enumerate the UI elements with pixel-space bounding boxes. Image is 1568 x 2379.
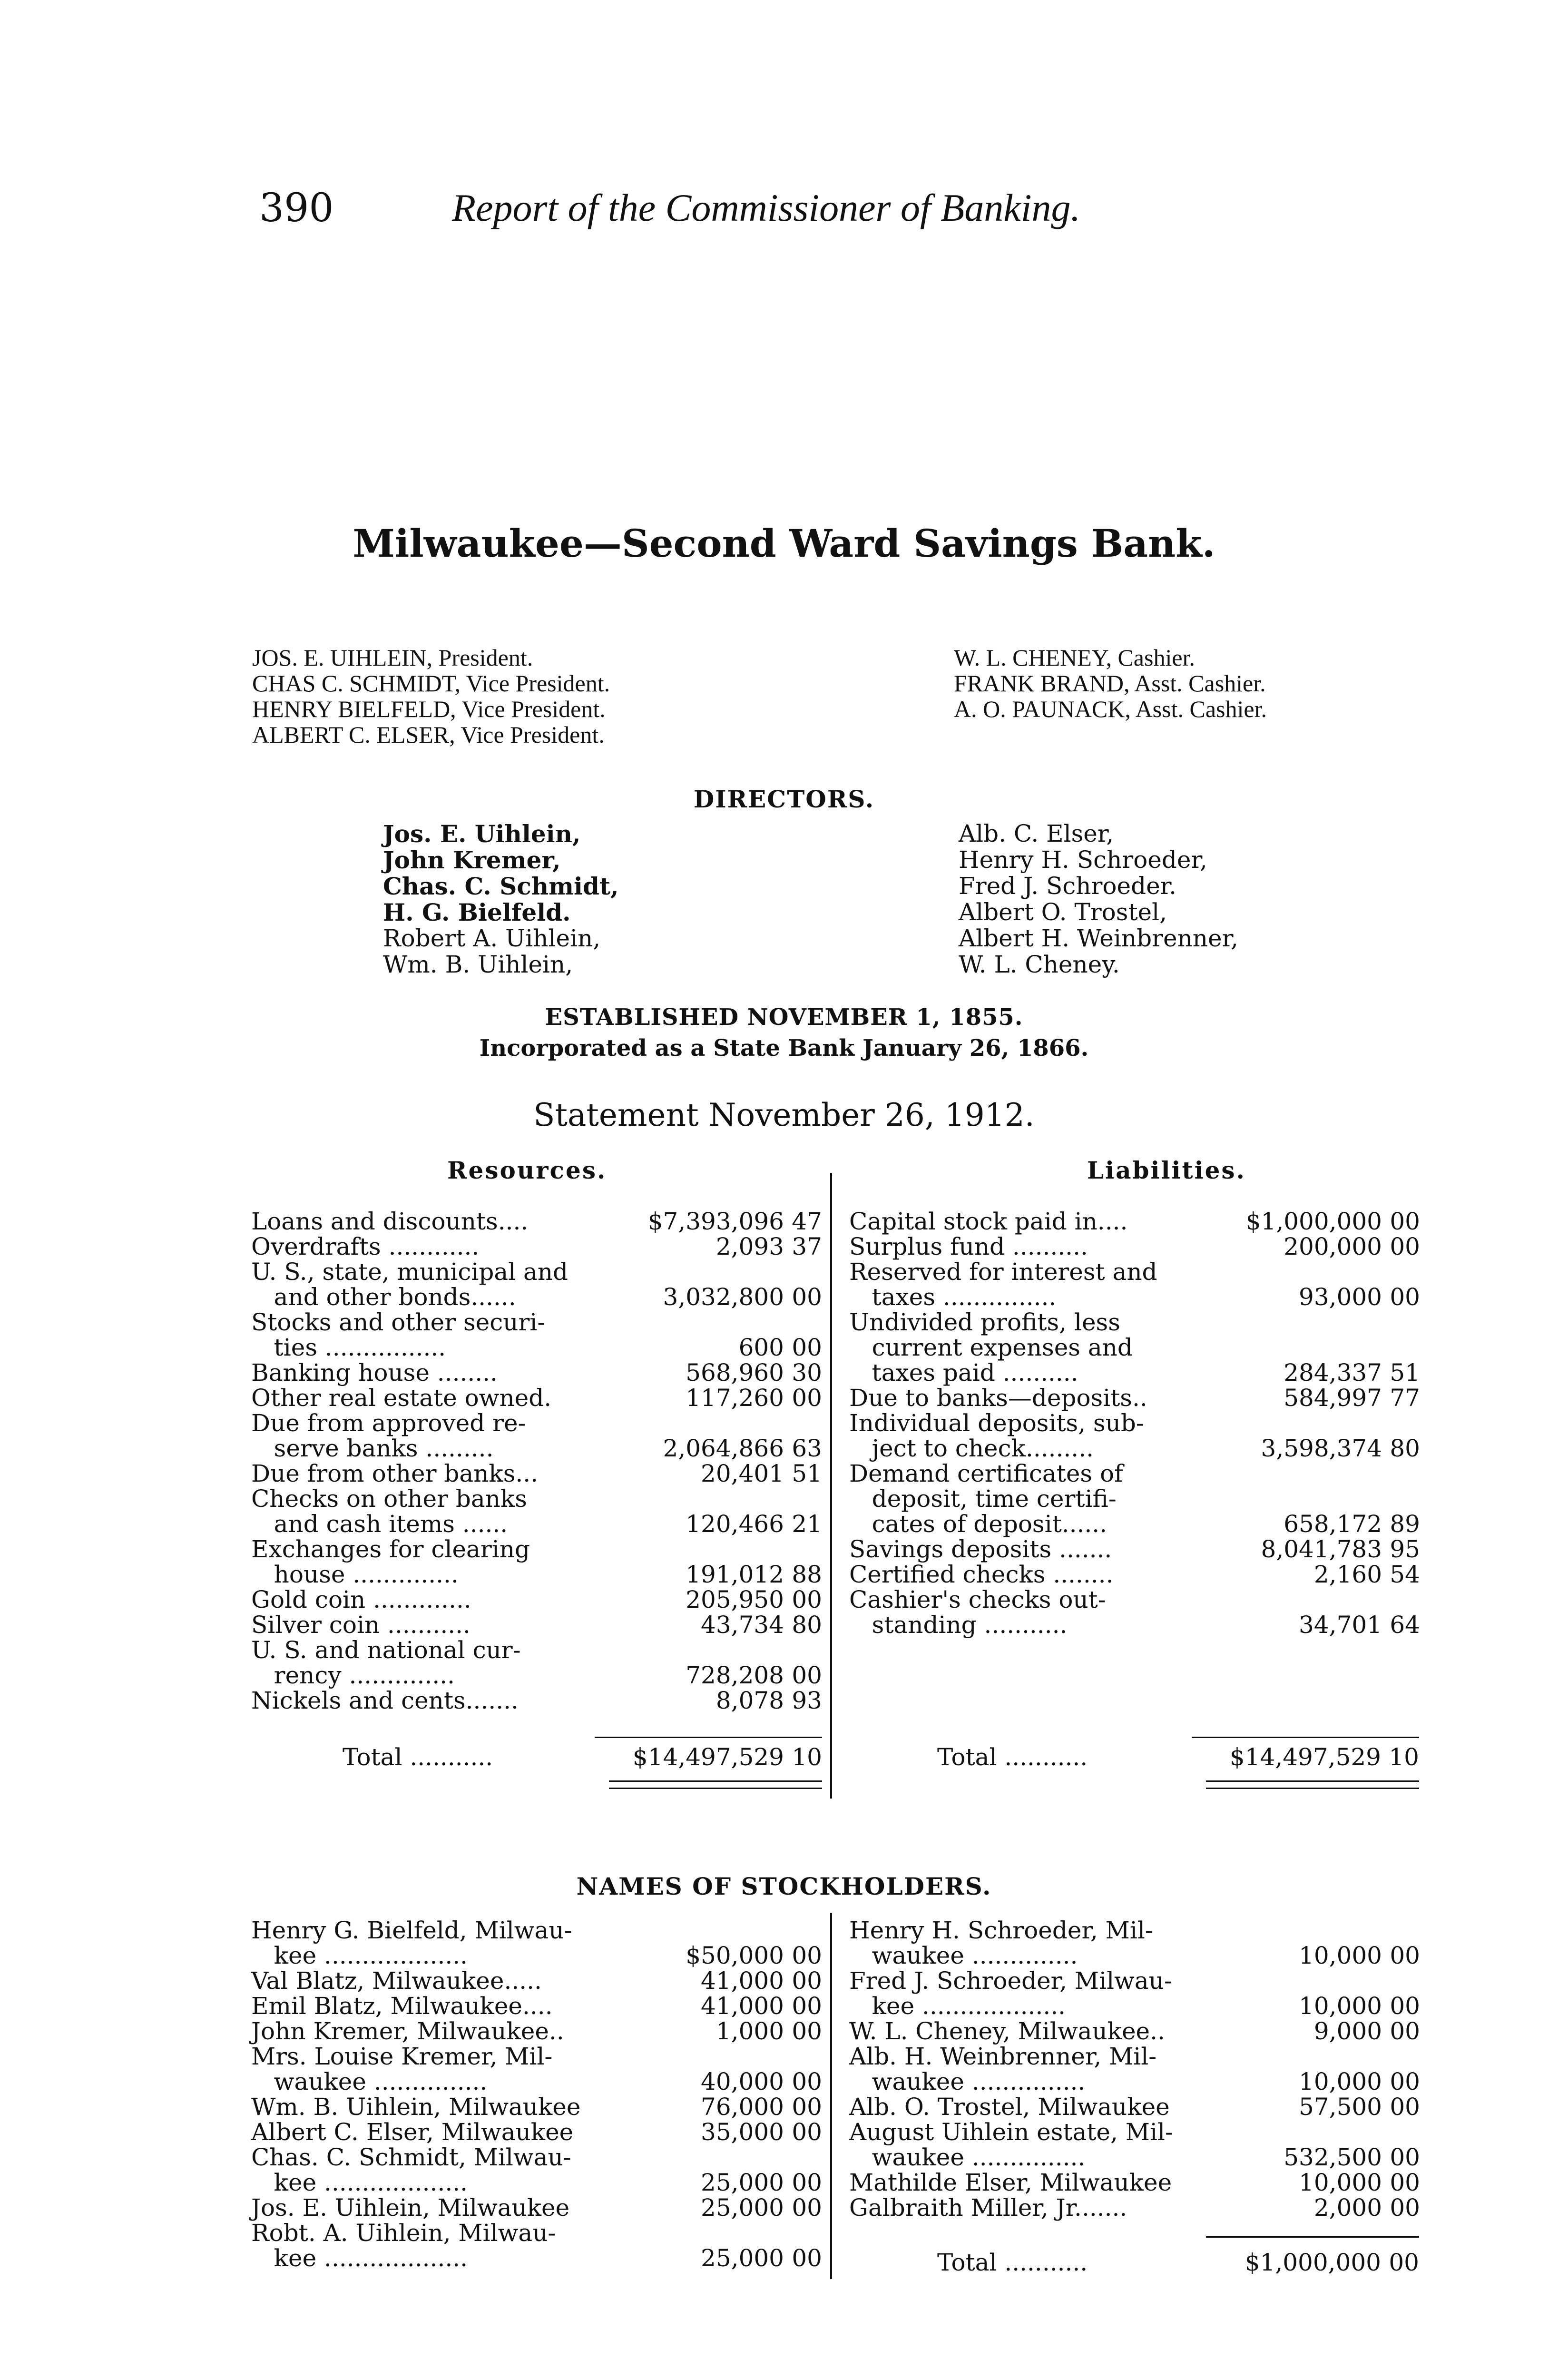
row-label: Certified checks ........ — [849, 1561, 1114, 1588]
row-dollars: 41,000 — [701, 1992, 784, 2020]
row-cents: 00 — [1390, 2143, 1420, 2171]
row-dollars: 25,000 — [701, 2194, 784, 2222]
row-label: Checks on other banks — [251, 1485, 527, 1513]
row-cents: 47 — [792, 1208, 822, 1235]
resource-row — [251, 1562, 822, 1587]
row-dollars: 76,000 — [701, 2093, 784, 2121]
director-name: Wm. B. Uihlein, — [383, 951, 573, 978]
row-dollars: 117,260 — [686, 1384, 784, 1412]
row-label: Mathilde Elser, Milwaukee — [849, 2169, 1172, 2196]
page-number: 390 — [259, 186, 334, 231]
row-cents: 00 — [792, 2093, 822, 2121]
row-label: Nickels and cents....... — [251, 1687, 519, 1714]
row-dollars: 57,500 — [1299, 2093, 1382, 2121]
row-label: Val Blatz, Milwaukee..... — [251, 1967, 542, 1995]
row-label: kee ................... — [251, 2244, 468, 2272]
liability-row — [849, 1309, 1420, 1335]
row-label: ject to check......... — [849, 1435, 1094, 1462]
stockholder-row — [849, 1943, 1420, 1968]
stockholder-row — [251, 2220, 822, 2246]
stockholder-row — [251, 2018, 822, 2044]
row-label: Overdrafts ............ — [251, 1233, 480, 1260]
stockholders-total-rule — [1206, 2236, 1419, 2238]
row-label: Emil Blatz, Milwaukee.... — [251, 1992, 553, 2020]
row-label: Savings deposits ....... — [849, 1535, 1112, 1563]
resource-row — [251, 1385, 822, 1411]
liability-row — [849, 1435, 1420, 1461]
row-cents: 00 — [1390, 2093, 1420, 2121]
liability-row — [849, 1486, 1420, 1512]
resource-row — [251, 1486, 822, 1512]
row-dollars: 2,093 — [715, 1233, 784, 1260]
officer-line: A. O. PAUNACK, Asst. Cashier. — [954, 696, 1267, 722]
row-cents: 00 — [792, 1283, 822, 1311]
liability-row — [849, 1612, 1420, 1638]
total-dollars: $14,497,529 — [1229, 1743, 1381, 1771]
director-name: John Kremer, — [383, 846, 561, 874]
row-dollars: 205,950 — [686, 1586, 784, 1613]
row-cents: 00 — [792, 2017, 822, 2045]
row-cents: 00 — [792, 2244, 822, 2272]
officers-left — [252, 645, 610, 747]
row-label: W. L. Cheney, Milwaukee.. — [849, 2017, 1165, 2045]
liabilities-double-rule — [1206, 1780, 1419, 1789]
row-cents: 89 — [1390, 1510, 1420, 1538]
liability-row — [849, 1284, 1420, 1310]
directors-left — [383, 821, 619, 978]
row-label: Robt. A. Uihlein, Milwau- — [251, 2219, 556, 2247]
liability-row — [849, 1587, 1420, 1612]
officer-line: W. L. CHENEY, Cashier. — [954, 644, 1195, 671]
row-label: U. S. and national cur- — [251, 1636, 521, 1664]
stockholder-row — [849, 2094, 1420, 2120]
row-cents: 51 — [792, 1460, 822, 1487]
row-label: and other bonds...... — [251, 1283, 516, 1311]
row-dollars: 658,172 — [1284, 1510, 1382, 1538]
row-dollars: 2,160 — [1313, 1561, 1382, 1588]
row-cents: 00 — [1390, 1233, 1420, 1260]
liabilities-total-row — [937, 1744, 1419, 1770]
row-cents: 93 — [792, 1687, 822, 1714]
row-cents: 54 — [1390, 1561, 1420, 1588]
resource-row — [251, 1309, 822, 1335]
row-label: Reserved for interest and — [849, 1258, 1157, 1286]
total-cents: 10 — [1389, 1743, 1419, 1771]
stockholder-row — [849, 2069, 1420, 2094]
row-dollars: 200,000 — [1284, 1233, 1382, 1260]
resource-row — [251, 1637, 822, 1663]
row-cents: 00 — [792, 1942, 822, 1969]
row-label: Individual deposits, sub- — [849, 1409, 1144, 1437]
liability-row — [849, 1335, 1420, 1360]
liability-row — [849, 1410, 1420, 1436]
resource-row — [251, 1284, 822, 1310]
row-dollars: 34,701 — [1299, 1611, 1382, 1639]
row-cents: 95 — [1390, 1535, 1420, 1563]
officer-line: HENRY BIELFELD, Vice President. — [252, 696, 606, 722]
row-dollars: 40,000 — [701, 2068, 784, 2095]
resources-total-rule — [595, 1737, 822, 1738]
row-label: waukee ............... — [251, 2068, 488, 2095]
row-label: Due to banks—deposits.. — [849, 1384, 1147, 1412]
stockholder-row — [251, 1968, 822, 1994]
established-line: ESTABLISHED NOVEMBER 1, 1855. — [545, 1004, 1023, 1031]
row-label: house .............. — [251, 1561, 459, 1588]
stockholders-total-row — [937, 2250, 1419, 2275]
row-cents: 30 — [792, 1359, 822, 1386]
row-cents: 00 — [1390, 1992, 1420, 2020]
officer-line: ALBERT C. ELSER, Vice President. — [252, 721, 605, 748]
row-cents: 00 — [1390, 2017, 1420, 2045]
officer-line: FRANK BRAND, Asst. Cashier. — [954, 670, 1266, 697]
stockholder-row — [849, 1917, 1420, 1943]
resource-row — [251, 1435, 822, 1461]
row-cents: 21 — [792, 1510, 822, 1538]
stockholder-row — [849, 2144, 1420, 2170]
row-label: Chas. C. Schmidt, Milwau- — [251, 2143, 571, 2171]
row-cents: 00 — [792, 1967, 822, 1995]
row-label: Wm. B. Uihlein, Milwaukee — [251, 2093, 581, 2121]
row-cents: 51 — [1390, 1359, 1420, 1386]
row-label: Fred J. Schroeder, Milwau- — [849, 1967, 1172, 1995]
resource-row — [251, 1511, 822, 1537]
row-cents: 00 — [1390, 2068, 1420, 2095]
resource-row — [251, 1587, 822, 1612]
liability-row — [849, 1461, 1420, 1486]
stockholders-divider — [830, 1913, 832, 2279]
row-cents: 00 — [792, 1661, 822, 1689]
row-label: Silver coin ........... — [251, 1611, 470, 1639]
stockholder-row — [849, 1968, 1420, 1994]
row-dollars: 8,041,783 — [1261, 1535, 1382, 1563]
row-label: Loans and discounts.... — [251, 1208, 529, 1235]
total-label: Total ........... — [937, 1743, 1088, 1771]
resources-heading: Resources. — [447, 1156, 607, 1184]
stockholder-row — [849, 2195, 1420, 2221]
stockholder-row — [849, 2018, 1420, 2044]
director-name: Alb. C. Elser, — [959, 820, 1114, 847]
resource-row — [251, 1335, 822, 1360]
officer-line: CHAS C. SCHMIDT, Vice President. — [252, 670, 610, 697]
liability-row — [849, 1259, 1420, 1285]
row-label: John Kremer, Milwaukee.. — [251, 2017, 564, 2045]
row-cents: 00 — [792, 1334, 822, 1361]
row-label: Gold coin ............. — [251, 1586, 471, 1613]
total-dollars: $14,497,529 — [632, 1743, 784, 1771]
bank-title: Milwaukee—Second Ward Savings Bank. — [353, 521, 1215, 566]
row-label: taxes paid .......... — [849, 1359, 1078, 1386]
director-name: Jos. E. Uihlein, — [383, 820, 581, 848]
row-dollars: 8,078 — [715, 1687, 784, 1714]
liability-row — [849, 1360, 1420, 1386]
row-label: Cashier's checks out- — [849, 1586, 1106, 1613]
liability-row — [849, 1209, 1420, 1234]
incorporated-line: Incorporated as a State Bank January 26, 1866. — [479, 1035, 1089, 1062]
row-label: kee ................... — [251, 1942, 468, 1969]
director-name: Fred J. Schroeder. — [959, 872, 1176, 900]
row-dollars: 25,000 — [701, 2169, 784, 2196]
row-label: Other real estate owned. — [251, 1384, 552, 1412]
row-cents: 00 — [792, 1586, 822, 1613]
row-label: August Uihlein estate, Mil- — [849, 2118, 1173, 2146]
director-name: Chas. C. Schmidt, — [383, 872, 619, 900]
stockholder-row — [251, 2144, 822, 2170]
resource-row — [251, 1662, 822, 1688]
row-cents: 80 — [792, 1611, 822, 1639]
row-cents: 00 — [792, 2068, 822, 2095]
row-cents: 64 — [1390, 1611, 1420, 1639]
row-cents: 00 — [1390, 2194, 1420, 2222]
row-dollars: 728,208 — [686, 1661, 784, 1689]
row-label: waukee ............... — [849, 2143, 1086, 2171]
stockholder-row — [251, 2119, 822, 2145]
row-cents: 00 — [792, 1992, 822, 2020]
row-label: current expenses and — [849, 1334, 1133, 1361]
stockholder-row — [251, 2195, 822, 2221]
row-cents: 00 — [792, 2194, 822, 2222]
row-label: Alb. H. Weinbrenner, Mil- — [849, 2043, 1157, 2070]
row-label: rency .............. — [251, 1661, 455, 1689]
row-label: Due from approved re- — [251, 1409, 526, 1437]
resource-row — [251, 1259, 822, 1285]
row-dollars: 10,000 — [1299, 2068, 1382, 2095]
row-cents: 00 — [1390, 1283, 1420, 1311]
total-cents: 00 — [1389, 2249, 1419, 2276]
row-cents: 00 — [1390, 1942, 1420, 1969]
row-label: Henry H. Schroeder, Mil- — [849, 1917, 1153, 1944]
row-label: Alb. O. Trostel, Milwaukee — [849, 2093, 1170, 2121]
row-dollars: 10,000 — [1299, 1942, 1382, 1969]
row-label: Henry G. Bielfeld, Milwau- — [251, 1917, 572, 1944]
resource-row — [251, 1209, 822, 1234]
director-name: H. G. Bielfeld. — [383, 898, 571, 926]
row-dollars: 93,000 — [1299, 1283, 1382, 1311]
row-dollars: 120,466 — [686, 1510, 784, 1538]
row-dollars: 532,500 — [1284, 2143, 1382, 2171]
officer-line: JOS. E. UIHLEIN, President. — [252, 644, 533, 671]
liability-row — [849, 1234, 1420, 1259]
stockholder-row — [251, 1943, 822, 1968]
total-dollars: $1,000,000 — [1245, 2249, 1381, 2276]
liability-row — [849, 1385, 1420, 1411]
row-dollars: 600 — [738, 1334, 784, 1361]
row-cents: 00 — [792, 1384, 822, 1412]
row-label: Mrs. Louise Kremer, Mil- — [251, 2043, 553, 2070]
stockholder-row — [251, 2245, 822, 2271]
row-dollars: 191,012 — [686, 1561, 784, 1588]
row-label: waukee .............. — [849, 1942, 1078, 1969]
row-dollars: 3,598,374 — [1261, 1435, 1382, 1462]
row-label: cates of deposit...... — [849, 1510, 1107, 1538]
row-dollars: 20,401 — [701, 1460, 784, 1487]
resource-row — [251, 1612, 822, 1638]
stockholder-row — [251, 2069, 822, 2094]
row-label: kee ................... — [849, 1992, 1066, 2020]
row-dollars: $50,000 — [686, 1942, 784, 1969]
row-label: Undivided profits, less — [849, 1308, 1120, 1336]
row-dollars: 568,960 — [686, 1359, 784, 1386]
resource-row — [251, 1688, 822, 1713]
resources-double-rule — [609, 1780, 822, 1789]
row-cents: 00 — [792, 2169, 822, 2196]
row-dollars: 41,000 — [701, 1967, 784, 1995]
row-label: deposit, time certifi- — [849, 1485, 1117, 1513]
row-dollars: $7,393,096 — [647, 1208, 784, 1235]
row-cents: 37 — [792, 1233, 822, 1260]
row-dollars: 35,000 — [701, 2118, 784, 2146]
row-label: kee ................... — [251, 2169, 468, 2196]
directors-right — [959, 821, 1238, 978]
row-label: standing ........... — [849, 1611, 1068, 1639]
director-name: Robert A. Uihlein, — [383, 924, 601, 952]
stockholders-heading: NAMES OF STOCKHOLDERS. — [576, 1872, 992, 1900]
row-label: taxes ............... — [849, 1283, 1057, 1311]
row-label: Demand certificates of — [849, 1460, 1123, 1487]
row-cents: 00 — [792, 2118, 822, 2146]
row-label: waukee ............... — [849, 2068, 1086, 2095]
liability-row — [849, 1562, 1420, 1587]
row-label: Capital stock paid in.... — [849, 1208, 1128, 1235]
stockholder-row — [251, 2044, 822, 2069]
row-cents: 00 — [1390, 1208, 1420, 1235]
row-dollars: $1,000,000 — [1245, 1208, 1382, 1235]
resources-total-row — [343, 1744, 822, 1770]
director-name: Albert O. Trostel, — [959, 898, 1167, 926]
row-dollars: 25,000 — [701, 2244, 784, 2272]
stockholder-row — [849, 1993, 1420, 2019]
row-cents: 77 — [1390, 1384, 1420, 1412]
row-dollars: 43,734 — [701, 1611, 784, 1639]
row-dollars: 3,032,800 — [663, 1283, 784, 1311]
stockholder-row — [849, 2119, 1420, 2145]
row-dollars: 9,000 — [1313, 2017, 1382, 2045]
row-label: U. S., state, municipal and — [251, 1258, 568, 1286]
row-label: Jos. E. Uihlein, Milwaukee — [251, 2194, 570, 2222]
row-dollars: 2,064,866 — [663, 1435, 784, 1462]
row-cents: 63 — [792, 1435, 822, 1462]
resource-row — [251, 1360, 822, 1386]
stockholder-row — [251, 2094, 822, 2120]
officers-right — [954, 645, 1267, 722]
total-cents: 10 — [792, 1743, 822, 1771]
stockholder-row — [251, 2170, 822, 2195]
row-label: Exchanges for clearing — [251, 1535, 530, 1563]
row-label: ties ................ — [251, 1334, 446, 1361]
statement-title: Statement November 26, 1912. — [533, 1097, 1035, 1133]
liability-row — [849, 1536, 1420, 1562]
row-label: Albert C. Elser, Milwaukee — [251, 2118, 574, 2146]
stockholder-row — [849, 2044, 1420, 2069]
row-label: Stocks and other securi- — [251, 1308, 546, 1336]
row-dollars: 10,000 — [1299, 1992, 1382, 2020]
stockholder-row — [251, 1993, 822, 2019]
resource-row — [251, 1536, 822, 1562]
row-label: and cash items ...... — [251, 1510, 508, 1538]
row-cents: 80 — [1390, 1435, 1420, 1462]
stockholder-row — [849, 2170, 1420, 2195]
row-cents: 88 — [792, 1561, 822, 1588]
row-label: Due from other banks... — [251, 1460, 539, 1487]
liability-row — [849, 1511, 1420, 1537]
resource-row — [251, 1461, 822, 1486]
liabilities-total-rule — [1192, 1737, 1419, 1738]
row-dollars: 584,997 — [1284, 1384, 1382, 1412]
director-name: W. L. Cheney. — [959, 951, 1120, 978]
row-dollars: 1,000 — [715, 2017, 784, 2045]
resource-row — [251, 1234, 822, 1259]
row-label: serve banks ......... — [251, 1435, 494, 1462]
total-label: Total ........... — [937, 2249, 1088, 2276]
directors-heading: DIRECTORS. — [693, 785, 875, 813]
director-name: Henry H. Schroeder, — [959, 846, 1207, 874]
liabilities-heading: Liabilities. — [1087, 1156, 1246, 1184]
row-cents: 00 — [1390, 2169, 1420, 2196]
running-title: Report of the Commissioner of Banking. — [452, 186, 1081, 229]
row-dollars: 2,000 — [1313, 2194, 1382, 2222]
row-label: Banking house ........ — [251, 1359, 498, 1386]
row-label: Surplus fund .......... — [849, 1233, 1088, 1260]
resource-row — [251, 1410, 822, 1436]
stockholder-row — [251, 1917, 822, 1943]
statement-divider — [830, 1173, 832, 1799]
row-label: Galbraith Miller, Jr....... — [849, 2194, 1127, 2222]
director-name: Albert H. Weinbrenner, — [959, 924, 1238, 952]
total-label: Total ........... — [343, 1743, 493, 1771]
row-dollars: 10,000 — [1299, 2169, 1382, 2196]
row-dollars: 284,337 — [1284, 1359, 1382, 1386]
